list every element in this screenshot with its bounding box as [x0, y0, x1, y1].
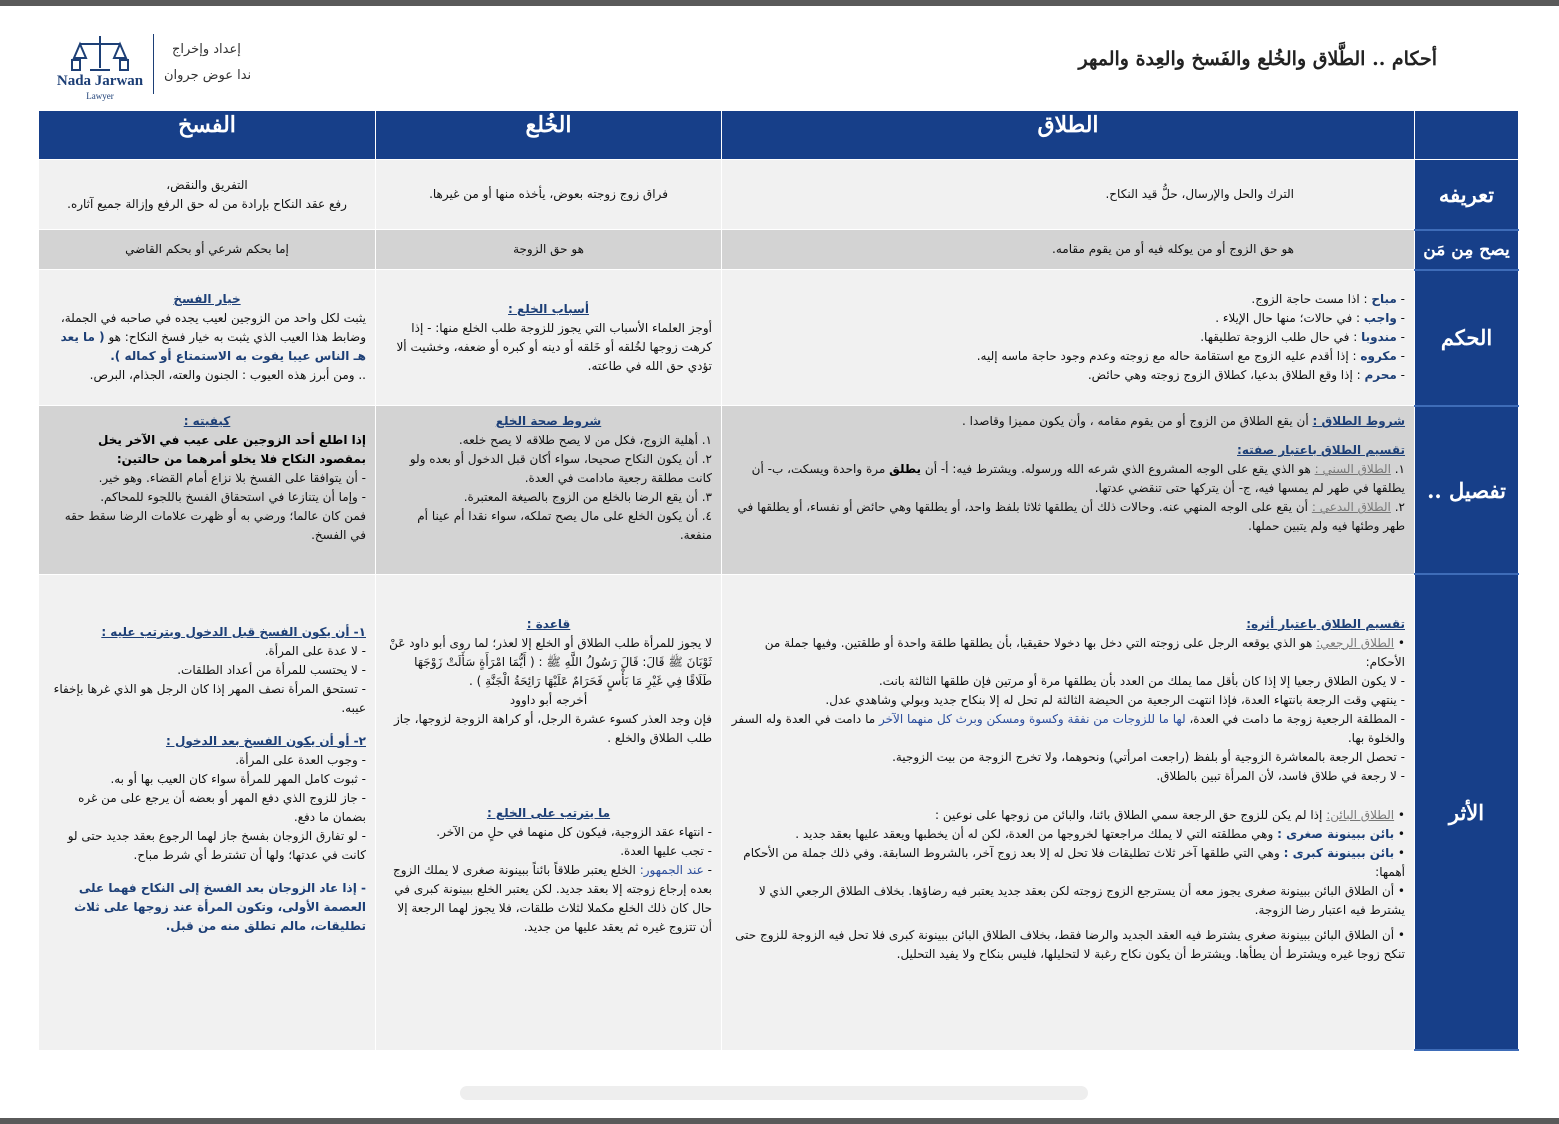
row-definition: [39, 160, 1519, 230]
khul-conditions-title: شروط صحة الخلع: [495, 414, 602, 429]
row-label-who: يصح مِن مَن: [1415, 230, 1519, 270]
faskh-case1-title: ١- أن يكون الفسخ قبل الدخول ويترتب عليه :: [101, 624, 366, 639]
faskh-option-bold: ( ما يعد هـ الناس عيبا يفوت به الاستمتاع أو كماله ).: [60, 330, 366, 364]
khul-results-title: ما يترتب على الخلع :: [486, 805, 611, 820]
header-row: [39, 111, 1519, 160]
faskh-option-text: يثبت لكل واحد من الزوجين لعيب يجده في صاحبه في الجملة، وضابط هذا العيب الذي يثبت به خيار فسخ النكاح: هو: [60, 311, 366, 345]
faskh-option-tail: .. ومن أبرز هذه العيوب : الجنون والعته، الجذام، البرص.: [89, 368, 366, 383]
faskh-option-title: خيار الفسخ: [173, 292, 241, 307]
faskh-case2-item: - جاز للزوج الذي دفع المهر أو بعضه أن يرجع على من غره بضمان ما دفع.: [48, 789, 366, 827]
khul-reasons-title: أسباب الخلع :: [508, 301, 589, 316]
faskh-how-title: كيفيته :: [183, 414, 231, 429]
faskh-case2-item: - وجوب العدة على المرأة.: [48, 751, 366, 770]
khul-condition-item: ٤. أن يكون الخلع على مال يصح تملكه، سواء نقدا أم عينا أم منفعة.: [417, 509, 712, 543]
cell-who-talaq: [722, 230, 1415, 270]
faskh-how-item: - أن يتوافقا على الفسخ بلا نزاع أمام القضاء. وهو خير.: [48, 469, 366, 488]
khul-reasons-text: أوجز العلماء الأسباب التي يجوز للزوجة طلب الخلع منها: - إذا كرهت زوجها لخُلقه أو خَلقه أو دينه أو كبره أو ضعفه، وخشيت ألا تؤدي حق الله في طاعته.: [396, 320, 712, 373]
corner-cell: [1415, 111, 1519, 160]
khul-result-item: - تجب عليها العدة.: [385, 842, 712, 861]
raji-item: - لا يكون الطلاق رجعيا إلا إذا كان بأقل مما يملك من العدد بأن يطلقها مرة أو مرتين فإن طلقها الثالثة بانت.: [731, 672, 1405, 691]
cell-details-khul: [376, 406, 722, 574]
definition-faskh-line2: رفع عقد النكاح بإرادة من له حق الرفع وإزالة جميع آثاره.: [67, 196, 347, 211]
faskh-case1-item: - لا عدة على المرأة.: [48, 642, 366, 661]
column-header-khul: الخُلع: [376, 111, 722, 160]
credit-name: ندا عوض جروان: [164, 68, 252, 83]
raji-item: - المطلقة الرجعية زوجة ما دامت في العدة، لها ما للزوجات من نفقة وكسوة ومسكن وبرث كل منهما الآخر ما دامت في العدة وله السفر والخلوة بها.: [731, 710, 1405, 748]
raji-intro: • الطلاق الرجعي: هو الذي يوقعه الرجل على زوجته التي دخل بها دخولا حقيقيا، بأن يطلقها طلقة واحدة أو طلقتين. وفيها جملة من الأحكام:: [731, 634, 1405, 672]
talaq-effect-title: تقسيم الطلاق باعتبار أثره:: [1246, 616, 1405, 631]
cell-effect-talaq: [722, 574, 1415, 1050]
column-header-faskh: الفسخ: [39, 111, 376, 160]
ruling-item: - واجب : في حالات؛ منها حال الإيلاء .: [731, 309, 1405, 328]
logo-name: Nada Jarwan: [56, 73, 144, 89]
khul-rule-title: قاعدة :: [526, 616, 571, 631]
khul-result-jumhur: - عند الجمهور: الخلع يعتبر طلاقاً بائناً ببينونة صغرى لا يملك الزوج بعده إرجاع زوجته إلا بعقد جديد. لكن يعتبر الخلع ببينونة كبرى في حال كان ذلك الخلع مكملا لثلاث طلقات، فلا يجوز لهما الرجعة إلا أن تتزوج غيره ثم يعقد عليها من جديد.: [385, 861, 712, 937]
bain-rule: • أن الطلاق البائن ببينونة صغرى يشترط فيه العقد الجديد والرضا فقط، بخلاف الطلاق البائن ببينونة كبرى فلا تحل فيه الزوجة للزوج حتى تنكح زوجا غيره ويشترط أن يطأها. ويشترط أن يكون نكاح رغبة لا لتحليلها، فليس بنكاح ولا يفيد التحليل.: [731, 926, 1405, 964]
definition-talaq-text: الترك والحل والإرسال، حلُّ قيد النكاح.: [1105, 187, 1294, 202]
cell-effect-faskh: [39, 574, 376, 1050]
cell-ruling-faskh: [39, 270, 376, 406]
who-talaq-text: هو حق الزوج أو من يوكله فيه أو من يقوم مقامه.: [1052, 242, 1294, 257]
cell-details-faskh: [39, 406, 376, 574]
talaq-sunni: ١. الطلاق السني : هو الذي يقع على الوجه المشروع الذي شرعه الله ورسوله. ويشترط فيه: أ- أن يطلق مرة واحدة ويسكت، ب- أن يطلقها في طهر لم يمسها فيه، ج- أن يتركها حتى تنقضي عدتها.: [751, 462, 1405, 496]
cell-who-khul: [376, 230, 722, 270]
cell-details-talaq: [722, 406, 1415, 574]
definition-faskh-line1: التفريق والنقض،: [166, 177, 248, 192]
khul-result-item: - انتهاء عقد الزوجية، فيكون كل منهما في حلٍ من الآخر.: [385, 823, 712, 842]
row-label-details: تفصيل ..: [1415, 406, 1519, 574]
bain-small: • بائن ببينونة صغرى : وهي مطلقته التي لا يملك مراجعتها لخروجها من العدة، لكن له أن يخطبها ويعقد عليها بعقد جديد .: [731, 825, 1405, 844]
cell-definition-talaq: [722, 160, 1415, 230]
faskh-how-item: - وإما أن يتنازعا في استحقاق الفسخ باللجوء للمحاكم.: [48, 488, 366, 507]
bain-big: • بائن ببينونة كبرى : وهي التي طلقها آخر ثلاث تطليقات فلا تحل له إلا بعد زوج آخر، بالشروط السابقة. وفي ذلك جملة من الأحكام أهمها:: [731, 844, 1405, 882]
bain-rule: • أن الطلاق البائن ببينونة صغرى يجوز معه أن يسترجع الزوج زوجته لكن بعقد جديد يعتبر فيه رضاؤها. بخلاف الطلاق الرجعي الذي لا يشترط فيه اعتبار رضا الزوجة.: [731, 882, 1405, 920]
talaq-conditions: شروط الطلاق : أن يقع الطلاق من الزوج أو من يقوم مقامه ، وأن يكون مميزا وقاصدا .: [962, 414, 1405, 429]
bottom-bar: [0, 1118, 1559, 1124]
raji-item: - لا رجعة في طلاق فاسد، لأن المرأة تبين بالطلاق.: [731, 767, 1405, 786]
raji-item: - تحصل الرجعة بالمعاشرة الزوجية أو بلفظ (راجعت امرأتي) ونحوهما، ولا تخرج الزوجة من بيت الزوجية.: [731, 748, 1405, 767]
faskh-how-tail: فمن كان عالما؛ ورضي به أو ظهرت علامات الرضا سقط حقه في الفسخ.: [64, 509, 366, 543]
definition-khul-text: فراق زوج زوجته بعوض، يأخذه منها أو من غيرها.: [429, 187, 668, 202]
faskh-case1-item: - تستحق المرأة نصف المهر إذا كان الرجل هو الذي غرها بإخفاء عيبه.: [48, 680, 366, 718]
khul-rule-tail: فإن وجد العذر كسوء عشرة الرجل، أو كراهة الزوجة لزوجها، جاز طلب الطلاق والخلع .: [394, 711, 712, 745]
row-label-effect: الأثر: [1415, 574, 1519, 1050]
khul-condition-item: ٣. أن يقع الرضا بالخلع من الزوج بالصيغة المعتبرة.: [463, 490, 712, 505]
cell-effect-khul: [376, 574, 722, 1050]
row-details: [39, 406, 1519, 574]
row-ruling: [39, 270, 1519, 406]
khul-condition-item: ١. أهلية الزوج، فكل من لا يصح طلاقه لا يصح خلعه.: [458, 433, 712, 448]
credit-label: إعداد وإخراج: [172, 42, 241, 57]
raji-item: - ينتهي وقت الرجعة بانتهاء العدة، فإذا انتهت الرجعية من الحيضة الثالثة لم تحل له إلا بنكاح جديد وبولي وشاهدي عدل.: [731, 691, 1405, 710]
faskh-note: - إذا عاد الزوجان بعد الفسخ إلى النكاح فهما على العصمة الأولى، وتكون المرأة عند زوجها على ثلاث تطليقات، مالم تطلق منه من قبل.: [48, 879, 366, 936]
logo-divider: [153, 34, 154, 94]
row-label-ruling: الحكم: [1415, 270, 1519, 406]
column-header-talaq: الطلاق: [722, 111, 1415, 160]
cell-ruling-khul: [376, 270, 722, 406]
faskh-how-intro: إذا اطلع أحد الزوجين على عيب في الآخر يخل بمقصود النكاح فلا يخلو أمرهما من حالتين:: [98, 433, 366, 467]
khul-rule-text: لا يجوز للمرأة طلب الطلاق أو الخلع إلا لعذر؛ لما روى أبو داود عَنْ ثَوْبَانَ ﷺ قَالَ: قَالَ رَسُولُ اللَّهِ ﷺ : ( أَيُّمَا امْرَأَةٍ سَأَلَتْ زَوْجَهَا طَلَاقًا فِي غَيْرِ مَا بَأْسٍ فَحَرَامٌ عَلَيْهَا رَائِحَةُ الْجَنَّةِ ) .: [389, 635, 712, 688]
faskh-case1-item: - لا يحتسب للمرأة من أعداد الطلقات.: [48, 661, 366, 680]
ruling-item: - مكروه : إذا أقدم عليه الزوج مع استقامة حاله مع زوجته وعدم وجود حاجة ماسه إليه.: [731, 347, 1405, 366]
ruling-item: - مندوبا : في حال طلب الزوجة تطليقها.: [731, 328, 1405, 347]
bain-intro: • الطلاق البائن: إذا لم يكن للزوج حق الرجعة سمي الطلاق بائنا، والبائن من زوجها على نوعين :: [731, 806, 1405, 825]
page-title: أحكام .. الطَّلاق والخُلع والفَسخ والعِدة والمهر: [1078, 48, 1437, 70]
row-label-definition: تعريفه: [1415, 160, 1519, 230]
scroll-indicator[interactable]: [460, 1086, 1088, 1100]
cell-definition-faskh: [39, 160, 376, 230]
row-who: [39, 230, 1519, 270]
faskh-case2-item: - ثبوت كامل المهر للمرأة سواء كان العيب بها أو به.: [48, 770, 366, 789]
faskh-case2-title: ٢- أو أن يكون الفسخ بعد الدخول :: [165, 733, 366, 748]
faskh-case2-item: - لو تفارق الزوجان بفسخ جاز لهما الرجوع بعقد جديد حتى لو كانت في عدتها؛ ولها أن تشترط أي شرط مباح.: [48, 827, 366, 865]
ruling-item: - مباح : اذا مست حاجة الزوج.: [731, 290, 1405, 309]
cell-who-faskh: [39, 230, 376, 270]
who-khul-text: هو حق الزوجة: [513, 242, 584, 257]
talaq-bidi: ٢. الطلاق البدعي : أن يقع على الوجه المنهي عنه. وحالات ذلك أن يطلقها ثلاثا بلفظ واحد، أو يطلقها وهي حائض أو نفساء، أو يطلقها في طهر وطئها فيه ولم يتبين حملها.: [737, 500, 1405, 534]
ruling-item: - محرم : إذا وقع الطلاق بدعيا، كطلاق الزوج زوجته وهي حائض.: [731, 366, 1405, 385]
khul-condition-item: ٢. أن يكون النكاح صحيحا، سواء أكان قبل الدخول أو بعده ولو كانت مطلقة رجعية مادامت في العدة.: [409, 452, 712, 486]
cell-definition-khul: [376, 160, 722, 230]
row-effect: [39, 574, 1519, 1050]
rulings-table: [38, 110, 1519, 1051]
who-faskh-text: إما بحكم شرعي أو بحكم القاضي: [125, 242, 289, 257]
cell-ruling-talaq: [722, 270, 1415, 406]
logo-subtitle: Lawyer: [86, 91, 114, 101]
khul-rule-source: أخرجه أبو داوود: [509, 692, 588, 707]
talaq-division-title: تقسيم الطلاق باعتبار صفته:: [1237, 443, 1405, 458]
top-bar: [0, 0, 1559, 6]
